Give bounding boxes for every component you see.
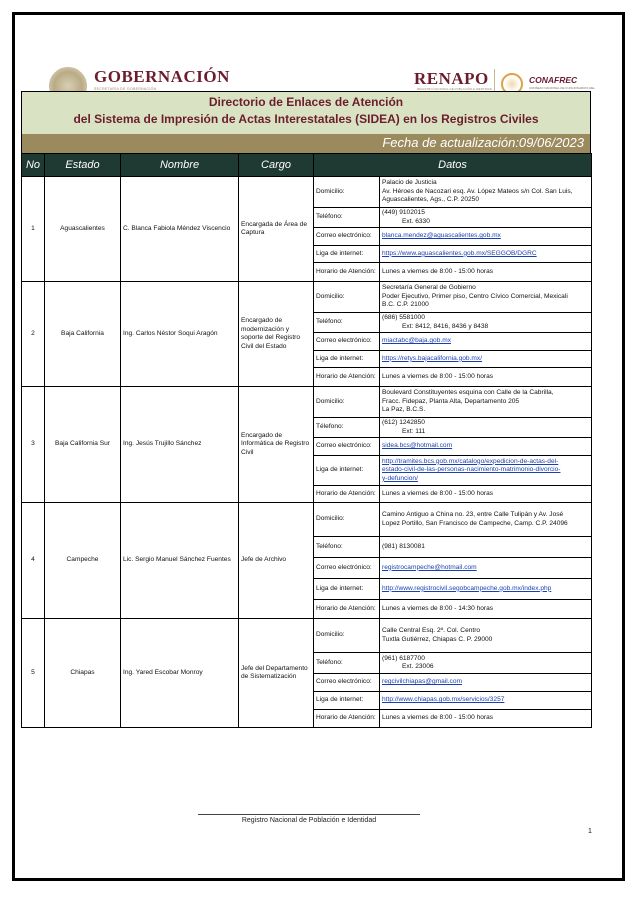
domicilio-line: La Paz, B.C.S.: [382, 406, 426, 414]
domicilio-line: Camino Antiguo a China no. 23, entre Calle Tulipán y Av. José: [382, 511, 564, 518]
email-link[interactable]: sidea.bcs@hotmail.com: [382, 442, 453, 450]
correo-label: Correo electrónico:: [314, 438, 380, 456]
website-link[interactable]: https://retys.bajacalifornia.gob.mx/: [382, 354, 483, 362]
row-nombre: Ing. Jesús Trujillo Sánchez: [121, 387, 239, 503]
row-number: 5: [22, 619, 45, 728]
domicilio-line: Palacio de Justicia: [382, 179, 437, 187]
domicilio-line: Av. Héroes de Nacozari esq. Av. López Mateos s/n Col. San Luis,: [382, 187, 573, 195]
gobernacion-logo-text: GOBERNACIÓN: [94, 67, 230, 86]
telefono-ext: Ext: 111: [402, 427, 426, 435]
email-link[interactable]: registrocampeche@hotmail.com: [382, 563, 477, 571]
telefono-label: Télefono:: [314, 418, 380, 438]
table-row: [22, 387, 592, 418]
page-number: 1: [588, 828, 592, 835]
col-header-estado: Estado: [45, 154, 121, 177]
liga-value: [380, 351, 592, 368]
telefono-ext: Ext: 8412, 8416, 8436 y 8438: [402, 322, 489, 330]
domicilio-value: [380, 503, 592, 537]
update-date-bar: [21, 134, 591, 153]
email-link[interactable]: blanca.mendez@aguascalientes.gob.mx: [382, 232, 501, 240]
domicilio-value: [380, 387, 592, 418]
telefono-label: Teléfono:: [314, 653, 380, 674]
website-link[interactable]: http://tramites.bcs.gob.mx/catalogo/expedicion-de-actas-del-: [382, 457, 559, 465]
directory-title-block: [21, 91, 591, 135]
col-header-nombre: Nombre: [121, 154, 239, 177]
row-estado: Baja California: [45, 282, 121, 387]
horario-value: Lunes a viernes de 8:00 - 14:30 horas: [380, 600, 592, 619]
website-link[interactable]: http://www.registrocivil.segobcampeche.gob.mx/index.php: [382, 584, 552, 592]
horario-value: Lunes a viernes de 8:00 - 15:00 horas: [380, 263, 592, 282]
col-header-datos: Datos: [314, 154, 592, 177]
table-header-row: [22, 154, 592, 177]
correo-value: [380, 674, 592, 692]
conafrec-logo-text: CONAFREC: [529, 75, 578, 85]
row-number: 1: [22, 177, 45, 282]
telefono-value: [380, 313, 592, 333]
liga-value: [380, 246, 592, 263]
row-number: 2: [22, 282, 45, 387]
liga-label: Liga de internet:: [314, 456, 380, 486]
domicilio-value: [380, 177, 592, 208]
telefono-ext: Ext. 6330: [402, 217, 430, 225]
row-nombre: Ing. Yared Escobar Monroy: [121, 619, 239, 728]
row-cargo: Jefe del Departamento de Sistematización: [239, 619, 314, 728]
domicilio-line: Fracc. Fidepaz, Planta Alta, Departamento 205: [382, 397, 520, 405]
domicilio-label: Domicilio:: [314, 387, 380, 418]
row-nombre: C. Blanca Fabiola Méndez Viscencio: [121, 177, 239, 282]
correo-label: Correo electrónico:: [314, 228, 380, 246]
telefono-ext: Ext. 23006: [402, 663, 434, 670]
website-link[interactable]: http://www.chiapas.gob.mx/servicios/3257: [382, 696, 505, 704]
row-cargo: Encargado de Informática de Registro Civil: [239, 387, 314, 503]
email-link[interactable]: regcivilchiapas@gmail.com: [382, 678, 462, 686]
row-estado: Chiapas: [45, 619, 121, 728]
correo-value: [380, 558, 592, 579]
renapo-subtitle: REGISTRO NACIONAL DE POBLACIÓN E IDENTIDAD: [417, 87, 492, 91]
footer-divider: [198, 814, 420, 815]
telefono-label: Teléfono:: [314, 537, 380, 558]
website-link[interactable]: https://www.aguascalientes.gob.mx/SEGGOB/DGRC: [382, 249, 537, 257]
row-nombre: Lic. Sergio Manuel Sánchez Fuentes: [121, 503, 239, 619]
horario-value: Lunes a viernes de 8:00 - 15:00 horas: [380, 368, 592, 387]
liga-label: Liga de internet:: [314, 692, 380, 710]
telefono-number: (686) 5581000: [382, 314, 425, 321]
row-cargo: Encargada de Área de Captura: [239, 177, 314, 282]
directory-title: Directorio de Enlaces de Atención: [208, 95, 404, 109]
domicilio-label: Domicilio:: [314, 503, 380, 537]
telefono-number: (612) 1242850: [382, 419, 425, 426]
row-estado: Aguascalientes: [45, 177, 121, 282]
horario-label: Horario de Atención:: [314, 600, 380, 619]
row-number: 3: [22, 387, 45, 503]
horario-label: Horario de Atención:: [314, 263, 380, 282]
row-estado: Campeche: [45, 503, 121, 619]
correo-value: [380, 333, 592, 351]
telefono-value: [380, 537, 592, 558]
directory-table: [21, 153, 592, 728]
telefono-number: (449) 9102015: [382, 209, 425, 216]
telefono-label: Teléfono:: [314, 313, 380, 333]
col-header-cargo: Cargo: [239, 154, 314, 177]
correo-label: Correo electrónico:: [314, 674, 380, 692]
update-date: Fecha de actualización:09/06/2023: [382, 135, 584, 150]
row-estado: Baja California Sur: [45, 387, 121, 503]
conafrec-subtitle: CONSEJO NACIONAL DE FUNCIONARIOS DEL: [529, 86, 595, 90]
correo-label: Correo electrónico:: [314, 558, 380, 579]
domicilio-label: Domicilio:: [314, 282, 380, 313]
telefono-value: [380, 653, 592, 674]
domicilio-value: [380, 282, 592, 313]
telefono-value: [380, 418, 592, 438]
telefono-label: Teléfono:: [314, 208, 380, 228]
row-cargo: Jefe de Archivo: [239, 503, 314, 619]
table-row: [22, 282, 592, 313]
domicilio-line: Secretaría General de Gobierno: [382, 284, 476, 292]
table-row: [22, 503, 592, 537]
renapo-logo-text: RENAPO: [414, 69, 489, 88]
domicilio-line: Lopez Portillo, San Francisco de Campeche, Camp. C.P. 24096: [382, 519, 568, 527]
footer-text: Registro Nacional de Población e Identidad: [241, 817, 377, 824]
domicilio-line: Tuxtla Gutiérrez, Chiapas C. P. 29000: [382, 635, 493, 643]
row-nombre: Ing. Carlos Néstor Soqui Aragón: [121, 282, 239, 387]
liga-value: [380, 456, 592, 486]
directory-subtitle: del Sistema de Impresión de Actas Interestatales (SIDEA) en los Registros Civiles: [73, 112, 539, 126]
domicilio-line: B.C. C.P. 21000: [382, 301, 429, 309]
col-header-no: No: [22, 154, 45, 177]
liga-label: Liga de internet:: [314, 351, 380, 368]
correo-label: Correo electrónico:: [314, 333, 380, 351]
domicilio-line: Calle Central Esq. 2ª. Col. Centro: [382, 627, 481, 634]
telefono-number: (981) 8130081: [382, 542, 425, 550]
liga-label: Liga de internet:: [314, 246, 380, 263]
liga-value: [380, 692, 592, 710]
domicilio-line: Poder Ejecutivo, Primer piso, Centro Cívico Comercial, Mexicali: [382, 292, 568, 300]
table-row: [22, 619, 592, 653]
row-number: 4: [22, 503, 45, 619]
telefono-value: [380, 208, 592, 228]
gobernacion-subtitle: SECRETARÍA DE GOBERNACIÓN: [94, 87, 157, 91]
horario-label: Horario de Atención:: [314, 368, 380, 387]
telefono-number: (961) 6187700: [382, 654, 425, 662]
domicilio-line: Boulevard Constituyentes esquina con Calle de la Cabrilla,: [382, 389, 554, 397]
website-link[interactable]: y-defuncion/: [382, 474, 418, 482]
liga-value: [380, 579, 592, 600]
table-row: [22, 177, 592, 208]
horario-label: Horario de Atención:: [314, 710, 380, 728]
domicilio-line: Aguascalientes, Ags., C.P. 20250: [382, 196, 480, 204]
row-cargo: Encargado de modernización y soporte del Registro Civil del Estado: [239, 282, 314, 387]
correo-value: [380, 438, 592, 456]
website-link[interactable]: estado-civil-de-las-personas-nacimiento-matrimonio-divorcio-: [382, 466, 561, 474]
correo-value: [380, 228, 592, 246]
domicilio-label: Domicilio:: [314, 619, 380, 653]
horario-value: Lunes a viernes de 8:00 - 15:00 horas: [380, 710, 592, 728]
email-link[interactable]: miactabc@baja.gob.mx: [382, 337, 451, 345]
liga-label: Liga de internet:: [314, 579, 380, 600]
horario-value: Lunes a viernes de 8:00 - 15:00 horas: [380, 486, 592, 503]
horario-label: Horario de Atención:: [314, 486, 380, 503]
domicilio-value: [380, 619, 592, 653]
domicilio-label: Domicilio:: [314, 177, 380, 208]
